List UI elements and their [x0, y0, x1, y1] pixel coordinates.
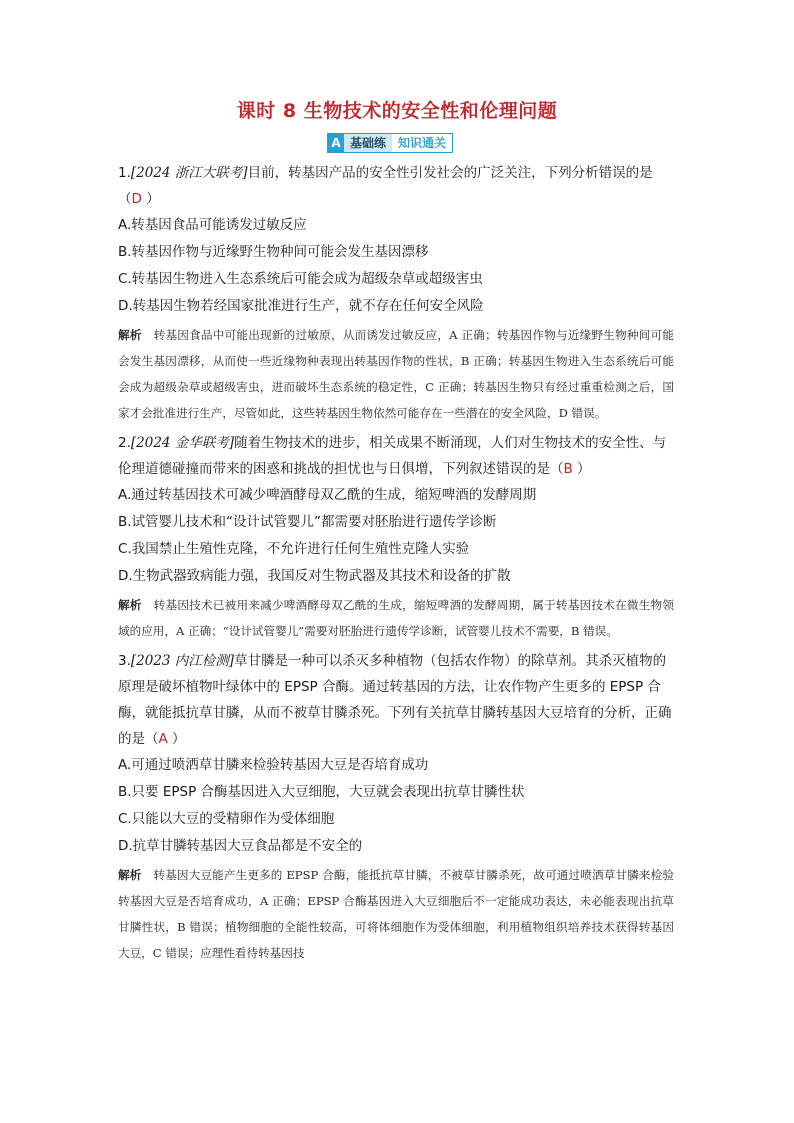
answer-open: （ — [145, 731, 159, 747]
option-c: C.转基因生物进入生态系统后可能会成为超级杂草或超级害虫 — [118, 271, 483, 287]
section-tag — [327, 133, 453, 153]
answer-close: ） — [572, 461, 591, 477]
answer-open: （ — [118, 191, 132, 207]
option-a: A.转基因食品可能诱发过敏反应 — [118, 217, 307, 233]
explanation-label: 解析 — [118, 598, 142, 612]
explanation-label: 解析 — [118, 328, 142, 342]
answer-close: ） — [167, 731, 186, 747]
option-a: A.可通过喷洒草甘膦来检验转基因大豆是否培育成功 — [118, 757, 429, 773]
explanation — [118, 862, 674, 966]
answer-letter: D — [131, 191, 142, 207]
question-stem — [118, 648, 674, 752]
option-c: C.只能以大豆的受精卵作为受体细胞 — [118, 811, 335, 827]
explanation — [118, 592, 674, 644]
option-d: D.生物武器致病能力强，我国反对生物武器及其技术和设备的扩散 — [118, 568, 511, 584]
explanation-text: 转基因食品中可能出现新的过敏原，从而诱发过敏反应，A 正确；转基因作物与近缘野生物种间可能会发生基因漂移，从而使一些近缘物种表现出转基因作物的性状，B 正确；转基因生物进入生态系统后可能会成为超级杂草或超级害虫，进而破坏生态系统的稳定性，C 正确；转基因生物只有经过重重检测之后，国家才会批准进行生产，尽管如此，这些转基因生物依然可能存在一些潜在的安全风险，D 错误。 — [118, 328, 674, 420]
option-b: B.只要 EPSP 合酶基因进入大豆细胞，大豆就会表现出抗草甘膦性状 — [118, 784, 525, 800]
question-source: [2024 金华联考] — [130, 435, 235, 451]
answer-close: ） — [141, 191, 160, 207]
explanation-text: 转基因大豆能产生更多的 EPSP 合酶，能抵抗草甘膦，不被草甘膦杀死，故可通过喷洒草甘膦来检验转基因大豆是否培育成功，A 正确；EPSP 合酶基因进入大豆细胞后不一定能成功表达，未必能表现出抗草甘膦性状，B 错误；植物细胞的全能性较高，可将体细胞作为受体细胞，利用植物组织培养技术获得转基因大豆，C 错误；应理性看待转基因技 — [118, 868, 674, 960]
option-d: D.转基因生物若经国家批准进行生产，就不存在任何安全风险 — [118, 298, 484, 314]
option-b: B.转基因作物与近缘野生物种间可能会发生基因漂移 — [118, 244, 429, 260]
question-source: [2023 内江检测] — [130, 653, 235, 669]
question-1 — [118, 160, 674, 426]
section-tag-main: 基础练 — [344, 134, 392, 152]
section-tag-letter: A — [328, 134, 344, 152]
question-number: 2. — [118, 435, 131, 451]
question-2 — [118, 430, 674, 644]
explanation-text: 转基因技术已被用来减少啤酒酵母双乙酰的生成，缩短啤酒的发酵周期，属于转基因技术在微生物领域的应用，A 正确；“设计试管婴儿”需要对胚胎进行遗传学诊断，试管婴儿技术不需要，B 错误。 — [118, 598, 674, 638]
answer-letter: A — [158, 731, 168, 747]
question-stem — [118, 160, 674, 212]
question-text: 随着生物技术的进步，相关成果不断涌现，人们对生物技术的安全性、与伦理道德碰撞而带来的困惑和挑战的担忧也与日俱增，下列叙述错误的是 — [118, 435, 667, 477]
option-a: A.通过转基因技术可减少啤酒酵母双乙酰的生成，缩短啤酒的发酵周期 — [118, 487, 537, 503]
question-text: 草甘膦是一种可以杀灭多种植物（包括农作物）的除草剂。其杀灭植物的原理是破坏植物叶绿体中的 EPSP 合酶。通过转基因的方法，让农作物产生更多的 EPSP 合酶，就能抵抗草甘膦，从而不被草甘膦杀死。下列有关抗草甘膦转基因大豆培育的分析，正确的是 — [118, 653, 672, 747]
option-d: D.抗草甘膦转基因大豆食品都是不安全的 — [118, 838, 363, 854]
question-text: 目前，转基因产品的安全性引发社会的广泛关注，下列分析错误的是 — [247, 165, 653, 181]
question-list — [118, 160, 674, 970]
question-number: 1. — [118, 165, 131, 181]
question-source: [2024 浙江大联考] — [130, 165, 248, 181]
answer-open: （ — [550, 461, 564, 477]
question-number: 3. — [118, 653, 131, 669]
explanation-label: 解析 — [118, 868, 142, 882]
answer-letter: B — [563, 461, 573, 477]
question-3 — [118, 648, 674, 966]
section-tag-sub: 知识通关 — [392, 134, 452, 152]
explanation — [118, 322, 674, 426]
question-stem — [118, 430, 674, 482]
page-title: 课时 8 生物技术的安全性和伦理问题 — [236, 100, 558, 122]
option-c: C.我国禁止生殖性克隆，不允许进行任何生殖性克隆人实验 — [118, 541, 470, 557]
option-b: B.试管婴儿技术和“设计试管婴儿”都需要对胚胎进行遗传学诊断 — [118, 514, 497, 530]
